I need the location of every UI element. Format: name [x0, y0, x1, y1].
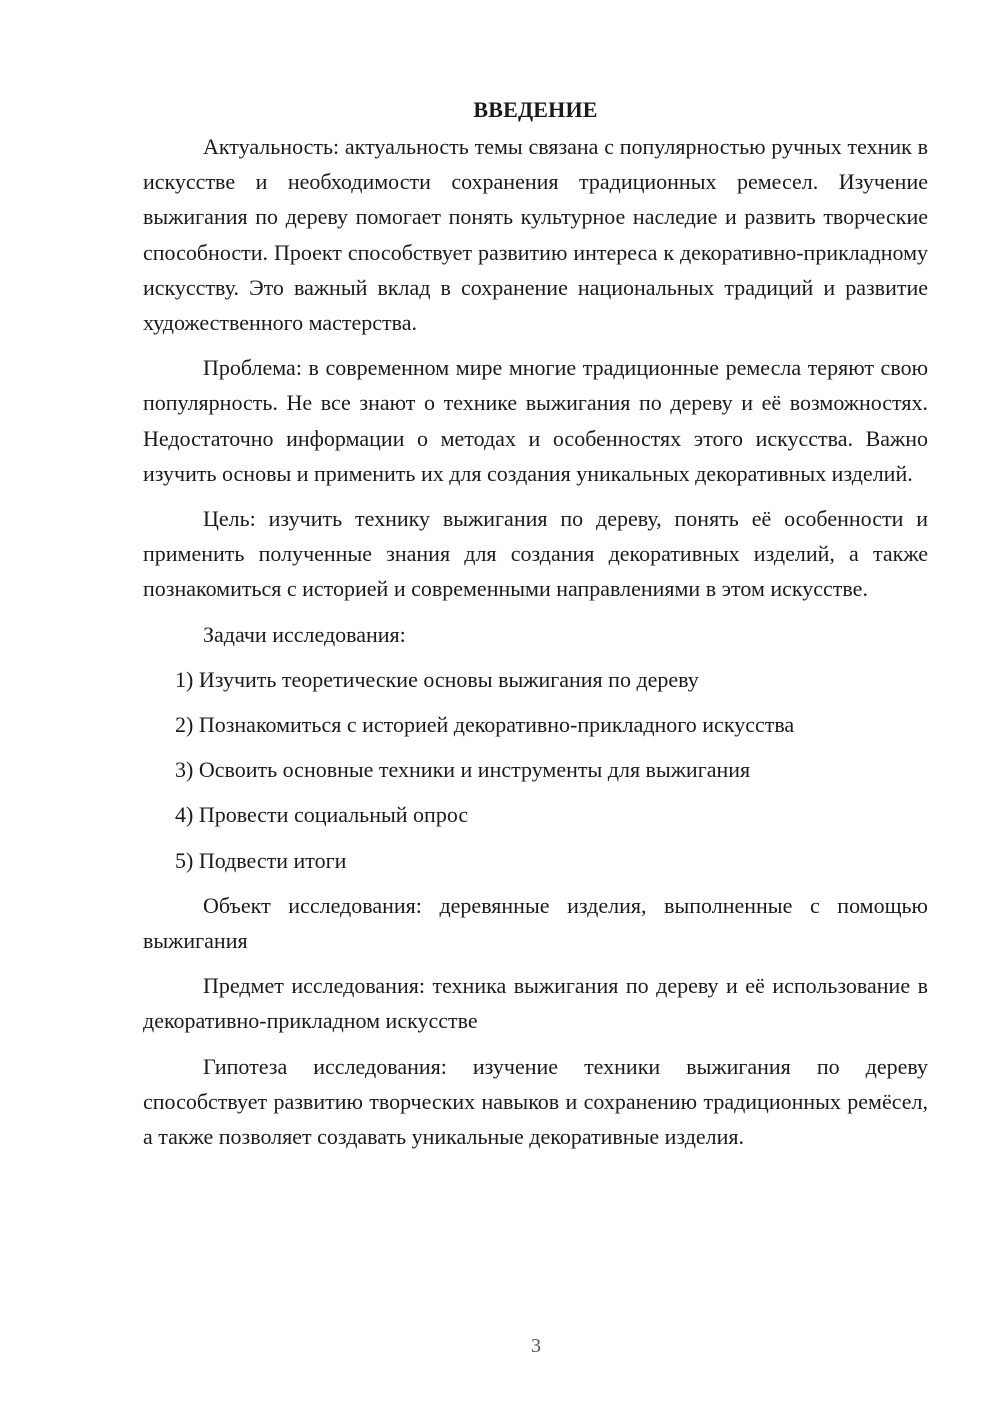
page-title: ВВЕДЕНИЕ [473, 97, 598, 122]
page-content [143, 95, 928, 1164]
task-list [143, 662, 928, 878]
task-item: 5) Подвести итоги [175, 847, 347, 873]
subject-paragraph: Предмет исследования: техника выжигания по дереву и её использование в декоративно-прикладном искусстве [143, 973, 928, 1034]
task-item: 1) Изучить теоретические основы выжигания по дереву [175, 666, 699, 692]
page-number: 3 [531, 1335, 541, 1357]
tasks-heading: Задачи исследования: [203, 621, 406, 647]
goal-paragraph: Цель: изучить технику выжигания по дереву, понять её особенности и применить полученные знания для создания декоративных изделий, а также познакомиться с историей и современными направлениями в этом искусстве. [143, 506, 928, 602]
hypothesis-paragraph: Гипотеза исследования: изучение техники выжигания по дереву способствует развитию творческих навыков и сохранению традиционных ремёсел, а также позволяет создавать уникальные декоративные изделия. [143, 1053, 928, 1150]
task-item: 2) Познакомиться с историей декоративно-прикладного искусства [175, 712, 795, 738]
object-paragraph: Объект исследования: деревянные изделия, выполненные с помощью выжигания [143, 892, 928, 954]
problem-paragraph: Проблема: в современном мире многие традиционные ремесла теряют свою популярность. Не все знают о технике выжигания по дереву и её возможностях. Недостаточно информации о методах и особенностях этого искусства. Важно изучить основы и применить их для создания уникальных декоративных изделий. [143, 355, 928, 486]
task-item: 3) Освоить основные техники и инструменты для выжигания [175, 757, 751, 783]
relevance-paragraph: Актуальность: актуальность темы связана с популярностью ручных техник в искусстве и необходимости сохранения традиционных ремесел. Изучение выжигания по дереву помогает понять культурное наследие и развить творческие способности. Проект способствует развитию интереса к декоративно-прикладному искусству. Это важный вклад в сохранение национальных традиций и развитие художественного мастерства. [143, 134, 928, 336]
task-item: 4) Провести социальный опрос [175, 802, 469, 828]
